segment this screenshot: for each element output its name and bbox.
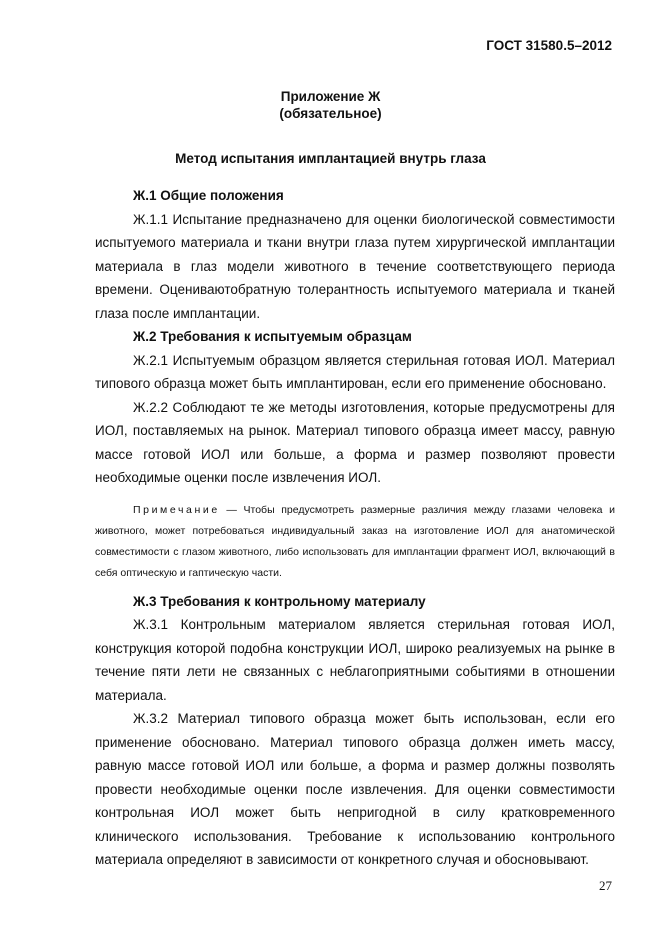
appendix-label: Приложение Ж [280,89,381,104]
document-body [95,184,615,872]
method-title: Метод испытания имплантацией внутрь глаза [175,151,486,166]
standard-code: ГОСТ 31580.5–2012 [486,38,612,53]
section-heading-zh3: Ж.3 Требования к контрольному материалу [133,593,426,609]
paragraph-zh2-1: Ж.2.1 Испытуемым образцом является стерильная готовая ИОЛ. Материал типового образца может быть имплантирован, если его применение обосновано. [95,352,615,391]
note-text: — Чтобы предусмотреть размерные различия между глазами человека и животного, может потребоваться индивидуальный заказ на изготовление ИОЛ для анатомической совместимости с глазом животного, либо использовать для имплантации фрагмент ИОЛ, включающий в себя оптическую и гаптическую части. [95,503,615,579]
section-heading-zh1: Ж.1 Общие положения [133,188,284,203]
note-block [95,500,615,584]
paragraph-zh2-2: Ж.2.2 Соблюдают те же методы изготовления, которые предусмотрены для ИОЛ, поставляемых на рынок. Материал типового образца имеет массу, равную массе готовой ИОЛ или больше, а форма и размер позволяют провести необходимые оценки после извлечения ИОЛ. [95,399,615,485]
note-label: Примечание [133,503,220,516]
paragraph-zh3-1: Ж.3.1 Контрольным материалом является стерильная готовая ИОЛ, конструкция которой подобна конструкции ИОЛ, широко реализуемых на рынке в течение пяти лети не связанных с неблагоприятными событиями в отношении материала. [95,617,615,703]
appendix-title [0,88,661,122]
paragraph-zh1-1: Ж.1.1 Испытание предназначено для оценки биологической совместимости испытуемого материала и ткани внутри глаза путем хирургической имплантации материала в глаз модели животного в течение соответствующего периода времени. Оцениваютобратную толерантность испытуемого материала и тканей глаза после имплантации. [95,211,615,321]
paragraph-zh3-2: Ж.3.2 Материал типового образца может быть использован, если его применение обосновано. Материал типового образца должен иметь массу, равную массе готовой ИОЛ или больше, а форма и размер должны позволять провести необходимые оценки после извлечения. Для оценки совместимости контрольная ИОЛ может быть непригодной в силу кратковременного клинического использования. Требование к использованию контрольного материала определяют в зависимости от конкретного случая и обосновывают. [95,711,615,867]
section-heading-zh2: Ж.2 Требования к испытуемым образцам [133,329,412,344]
appendix-status: (обязательное) [279,106,382,121]
page-number: 27 [599,878,612,893]
